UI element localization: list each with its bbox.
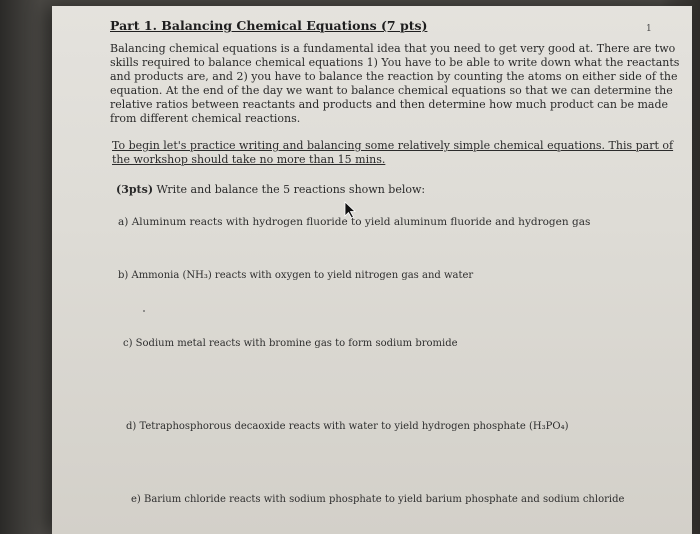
instruction-points: (3pts) [116,183,154,196]
intro-line: and products are, and 2) you have to balance the reaction by counting the atoms on either side of the [110,70,678,83]
intro-paragraph [110,42,679,126]
practice-intro-line: the workshop should take no more than 15 mins. [112,153,386,166]
page-title: Part 1. Balancing Chemical Equations (7 pts) [110,18,428,33]
practice-intro [112,139,673,167]
mouse-pointer-icon [344,201,356,219]
intro-line: equation. At the end of the day we want to balance chemical equations so that we can determine the [110,84,673,97]
instruction [116,183,425,196]
instruction-text: Write and balance the 5 reactions shown below: [156,183,426,196]
question-b: b) Ammonia (NH₃) reacts with oxygen to yield nitrogen gas and water [118,270,474,281]
question-e: e) Barium chloride reacts with sodium phosphate to yield barium phosphate and sodium chloride [131,494,625,505]
intro-line: from different chemical reactions. [110,112,301,125]
question-d: d) Tetraphosphorous decaoxide reacts with water to yield hydrogen phosphate (H₃PO₄) [126,421,569,432]
worksheet-page [52,6,692,534]
intro-line: relative ratios between reactants and products and then determine how much product can be made [110,98,669,111]
margin-mark: 1 [646,24,652,34]
intro-line: Balancing chemical equations is a fundamental idea that you need to get very good at. There are two [110,42,676,55]
practice-intro-line: To begin let's practice writing and balancing some relatively simple chemical equations. This part of [112,139,674,152]
intro-line: skills required to balance chemical equations 1) You have to be able to write down what the reactants [110,56,680,69]
pencil-dot [143,310,145,312]
question-c: c) Sodium metal reacts with bromine gas to form sodium bromide [123,338,458,349]
question-a: a) Aluminum reacts with hydrogen fluoride to yield aluminum fluoride and hydrogen gas [118,216,591,228]
